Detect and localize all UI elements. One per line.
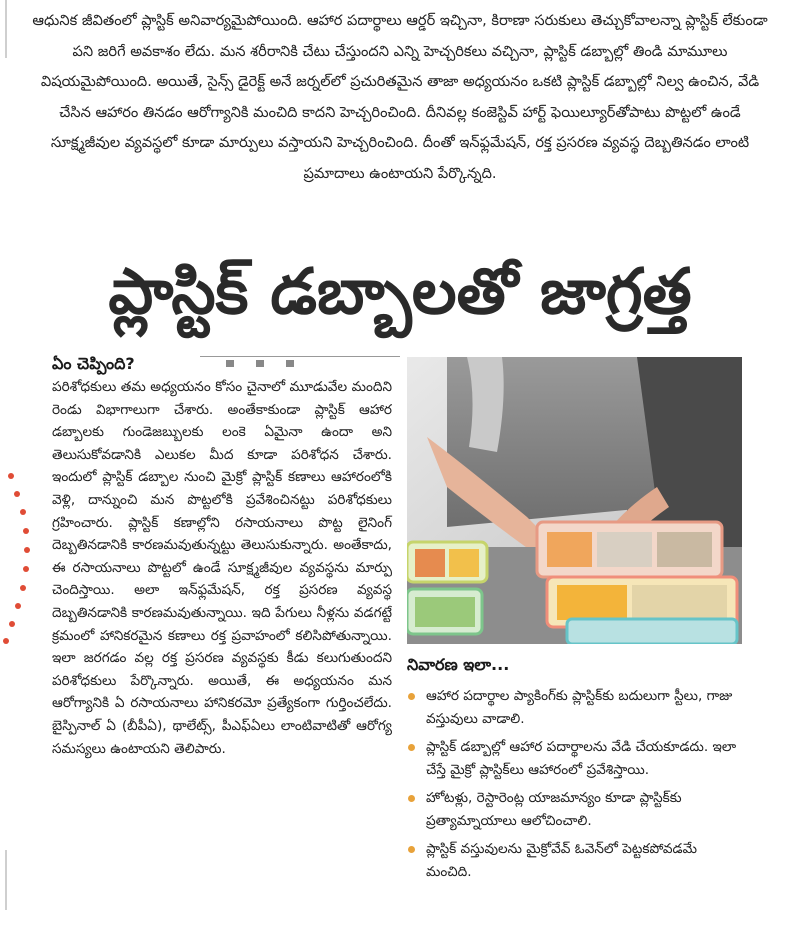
margin-dot bbox=[24, 547, 30, 553]
article-body: పరిశోధకులు తమ అధ్యయనం కోసం చైనాలో మూడువేల మందిని రెండు విభాగాలుగా చేశారు. అంతేకాకుండా ప్లాస్టిక్ ఆహార డబ్బాలకు గుండెజబ్బులకు లంకె ఏమైనా ఉందా అని తెలుసుకోవడానికి ఎలుకల మీద కూడా పరిశోధన చేశారు. ఇందులో ప్లాస్టిక్ డబ్బాల నుంచి మైక్రో ప్లాస్టిక్ కణాలు ఆహారంలోకి వెళ్లి, దాన్నుంచి మన పొట్టలోకి ప్రవేశించినట్టు పరిశోధకులు గ్రహించారు. ప్లాస్టిక్ కణాల్లోని రసాయనాలు పొట్ట లైనింగ్ దెబ్బతినడానికి కారణమవుతున్నట్టు తెలుసుకున్నారు. అంతేకాదు, ఈ రసాయనాలు పొట్టలో ఉండే సూక్ష్మజీవుల వ్యవస్థను మార్పు చెందిస్తాయి. అలా ఇన్‌ఫ్లమేషన్, రక్త ప్రసరణ వ్యవస్థ దెబ్బతినడానికి కారణమవుతున్నాయి. ఇది పేగులు నీళ్లను వడగట్టే క్రమంలో హానికరమైన కణాలు రక్త ప్రవాహంలో కలిసిపోతున్నాయి. ఇలా జరగడం వల్ల రక్త ప్రసరణ వ్యవస్థకు కీడు కలుగుతుందని పరిశోధకులు పేర్కొన్నారు. అయితే, ఈ అధ్యయనం మన ఆరోగ్యానికి ఏ రసాయనాలు హానికరమో ప్రత్యేకంగా గుర్తించలేదు. బైస్పినాల్ ఏ (బీపీఏ), థాలేట్స్, పీఎఫ్ఏలు లాంటివాటితో ఆరోగ్య సమస్యలు ఉంటాయని తెలిపారు. bbox=[52, 379, 392, 757]
headline: ప్లాస్టిక్ డబ్బాలతో జాగ్రత్త bbox=[108, 255, 692, 328]
list-item bbox=[404, 787, 744, 832]
list-item-text: ప్లాస్టిక్ డబ్బాల్లో ఆహార పదార్థాలను వేడి చేయకూడదు. ఇలా చేస్తే మైక్రో ప్లాస్టిక్‌లు ఆహారంలో ప్రవేశిస్తాయి. bbox=[426, 739, 737, 778]
list-item bbox=[404, 838, 744, 883]
margin-dot bbox=[8, 473, 14, 479]
margin-dot bbox=[23, 528, 29, 534]
bullet-icon bbox=[408, 795, 415, 802]
list-item bbox=[404, 685, 744, 730]
list-item-text: హోటళ్లు, రెస్టారెంట్ల యాజమాన్యం కూడా ప్లాస్టిక్‌కు ప్రత్యామ్నాయాలు ఆలోచించాలి. bbox=[426, 790, 682, 829]
prevention-title: నివారణ ఇలా... bbox=[407, 655, 510, 674]
margin-dot bbox=[3, 638, 9, 644]
photo-plastic-containers bbox=[407, 357, 742, 644]
intro-paragraph: ఆధునిక జీవితంలో ప్లాస్టిక్ అనివార్యమైపోయింది. ఆహార పదార్థాలు ఆర్డర్ ఇచ్చినా, కిరాణా సరుకులు తెచ్చుకోవాలన్నా ప్లాస్టిక్ లేకుండా పని జరిగే అవకాశం లేదు. మన శరీరానికి చేటు చేస్తుందని ఎన్ని హెచ్చరికలు వచ్చినా, ప్లాస్టిక్ డబ్బాల్లో తిండి మామూలు విషయమైపోయింది. అయితే, సైన్స్ డైరెక్ట్ అనే జర్నల్‌లో ప్రచురితమైన తాజా అధ్యయనం ఒకటి ప్లాస్టిక్ డబ్బాల్లో నిల్వ ఉంచిన, వేడి చేసిన ఆహారం తినడం ఆరోగ్యానికి మంచిది కాదని హెచ్చరించింది. దీనివల్ల కంజెస్టివ్ హార్ట్ ఫెయిల్యూర్‌తోపాటు పొట్టలో ఉండే సూక్ష్మజీవుల వ్యవస్థలో కూడా మార్పులు వస్తాయని హెచ్చరించింది. దీంతో ఇన్‌ఫ్లమేషన్, రక్త ప్రసరణ వ్యవస్థ దెబ్బతినడం లాంటి ప్రమాదాలు ఉంటాయని పేర్కొన్నది. bbox=[32, 12, 768, 182]
margin-dot bbox=[23, 566, 29, 572]
margin-dot bbox=[9, 621, 15, 627]
list-item-text: ప్లాస్టిక్ వస్తువులను మైక్రోవేవ్ ఓవెన్‌లో పెట్టకపోవడమే మంచిది. bbox=[426, 841, 697, 880]
article-photo bbox=[407, 357, 742, 644]
bullet-icon bbox=[408, 744, 415, 751]
list-item bbox=[404, 736, 744, 781]
prevention-list bbox=[404, 685, 744, 889]
margin-rule-top bbox=[5, 0, 7, 58]
margin-dot bbox=[14, 491, 20, 497]
margin-dot bbox=[15, 603, 21, 609]
bullet-icon bbox=[408, 693, 415, 700]
margin-rule-bottom bbox=[5, 850, 7, 910]
list-item-text: ఆహార పదార్థాల ప్యాకింగ్‌కు ప్లాస్టిక్‌కు బదులుగా స్టీలు, గాజు వస్తువులు వాడాలి. bbox=[426, 688, 733, 727]
margin-dot bbox=[20, 509, 26, 515]
section-title: ఏం చెప్పింది? bbox=[52, 354, 135, 373]
margin-dot bbox=[20, 585, 26, 591]
bullet-icon bbox=[408, 846, 415, 853]
article-column bbox=[52, 352, 392, 760]
